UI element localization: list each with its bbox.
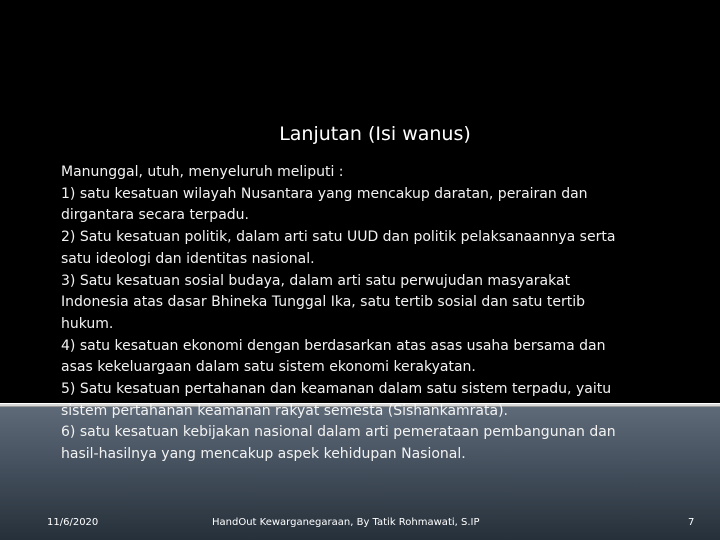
content-line: dirgantara secara terpadu. [61,207,249,224]
content-line: 3) Satu kesatuan sosial budaya, dalam arti satu perwujudan masyarakat [61,272,571,289]
content-line: 1) satu kesatuan wilayah Nusantara yang mencakup daratan, perairan dan [61,185,588,202]
content-line: satu ideologi dan identitas nasional. [61,250,315,267]
content-line: Indonesia atas dasar Bhineka Tunggal Ika, satu tertib sosial dan satu tertib [61,294,585,311]
footer-date: 11/6/2020 [47,517,99,528]
page-number: 7 [688,517,695,528]
content-line: Manunggal, utuh, menyeluruh meliputi : [61,164,344,180]
content-line: hukum. [61,315,114,332]
content-line: 6) satu kesatuan kebijakan nasional dalam arti pemerataan pembangunan dan [61,424,616,441]
content-line: 5) Satu kesatuan pertahanan dan keamanan dalam satu sistem terpadu, yaitu [61,381,612,398]
content-line: 2) Satu kesatuan politik, dalam arti satu UUD dan politik pelaksanaannya serta [61,229,616,246]
content-line: asas kekeluargaan dalam satu sistem ekonomi kerakyatan. [61,359,476,376]
slide-title: Lanjutan (Isi wanus) [279,123,471,145]
content-line: hasil-hasilnya yang mencakup aspek kehidupan Nasional. [61,446,466,463]
slide-content [61,162,681,466]
footer-text: HandOut Kewarganegaraan, By Tatik Rohmawati, S.IP [212,517,480,528]
content-line: sistem pertahanan keamanan rakyat semesta (Sishankamrata). [61,402,508,419]
content-line: 4) satu kesatuan ekonomi dengan berdasarkan atas asas usaha bersama dan [61,337,606,354]
